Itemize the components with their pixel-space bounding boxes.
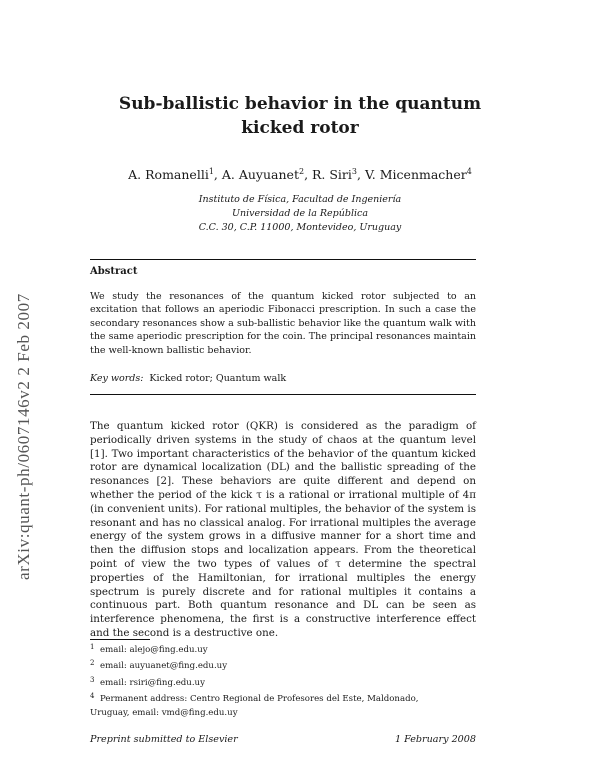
footnote-text[interactable]: email: auyuanet@fing.edu.uy	[100, 661, 228, 672]
paper-title: Sub-ballistic behavior in the quantum kicked rotor	[118, 94, 482, 138]
footnote-mark: 2	[90, 659, 95, 668]
footnote-marker[interactable]: 1	[208, 166, 214, 176]
footnote-marker[interactable]: 2	[298, 166, 305, 176]
author: V. Micenmacher$^4$	[364, 166, 472, 182]
footnote-text[interactable]: email: alejo@fing.edu.uy	[100, 645, 208, 655]
abstract-text: We study the resonances of the quantum kicked rotor subjected to an excitation that follows an aperiodic Fibonacci prescription. In such a case the secondary resonances show a sub-ballistic behavior like the quantum walk with the same aperiodic prescription for the coin. The principal resonances maintain the well-known ballistic behavior.	[90, 291, 476, 356]
author-list	[90, 167, 510, 183]
footnote-text: Permanent address: Centro Regional de Profesores del Este, Maldonado,	[100, 694, 419, 705]
footnote-rule	[90, 639, 150, 640]
footnote-marker[interactable]: 4	[466, 166, 472, 176]
affiliation-line: Instituto de Física, Facultad de Ingeniería	[198, 194, 402, 205]
introduction-paragraph: The quantum kicked rotor (QKR) is considered as the paradigm of periodically driven systems in the study of chaos at the quantum level [1]. Two important characteristics of the behavior of the quantum kicked rotor are dynamical localization (DL) and the ballistic spreading of the resonances [2]. These behaviors are quite different and depend on whether the period of the kick τ is a rational or irrational multiple of 4π (in convenient units). For rational multiples, the behavior of the system is resonant and has no classical analog. For irrational multiples the average energy of the system grows in a diffusive manner for a short time and then the diffusion stops and localization appears. From the theoretical point of view the two types of values of τ determine the spectral properties of the Hamiltonian, for irrational multiples the energy spectrum is purely discrete and for rational multiples it contains a continuous part. Both quantum resonance and DL can be seen as interference phenomena, the first is a constructive interference effect and the second is a destructive one.	[90, 420, 476, 639]
keywords-value: Kicked rotor; Quantum walk	[149, 373, 287, 384]
footer-date: 1 February 2008	[394, 734, 476, 745]
footnote-mark: 4	[90, 692, 95, 701]
footnote	[90, 657, 490, 673]
footnote	[90, 674, 490, 690]
footnote-mark: 1	[90, 643, 95, 651]
author: R. Siri$^3$,	[312, 166, 365, 182]
abstract-bottom-rule	[90, 394, 476, 395]
footnote	[90, 690, 490, 706]
author: A. Auyuanet$^2$,	[221, 166, 313, 182]
abstract-top-rule	[90, 259, 476, 260]
footnote-text[interactable]: email: rsiri@fing.edu.uy	[100, 677, 205, 688]
affiliation-line: C.C. 30, C.P. 11000, Montevideo, Uruguay	[198, 222, 402, 233]
keywords-label: Key words:	[90, 373, 144, 384]
arxiv-identifier[interactable]: arXiv:quant-ph/0607146v2 2 Feb 2007	[14, 293, 33, 580]
footnote	[90, 641, 490, 657]
footer-preprint-note: Preprint submitted to Elsevier	[90, 734, 238, 745]
author: A. Romanelli$^1$,	[128, 166, 222, 182]
footnote-mark: 3	[90, 675, 95, 684]
footnote-continuation[interactable]: Uruguay, email: vmd@fing.edu.uy	[90, 707, 238, 718]
affiliation-line: Universidad de la República	[231, 208, 368, 219]
footnotes	[90, 641, 490, 720]
abstract-heading: Abstract	[90, 266, 138, 277]
footnote-marker[interactable]: 3	[351, 166, 358, 176]
keywords	[90, 373, 476, 384]
affiliation	[110, 193, 490, 235]
